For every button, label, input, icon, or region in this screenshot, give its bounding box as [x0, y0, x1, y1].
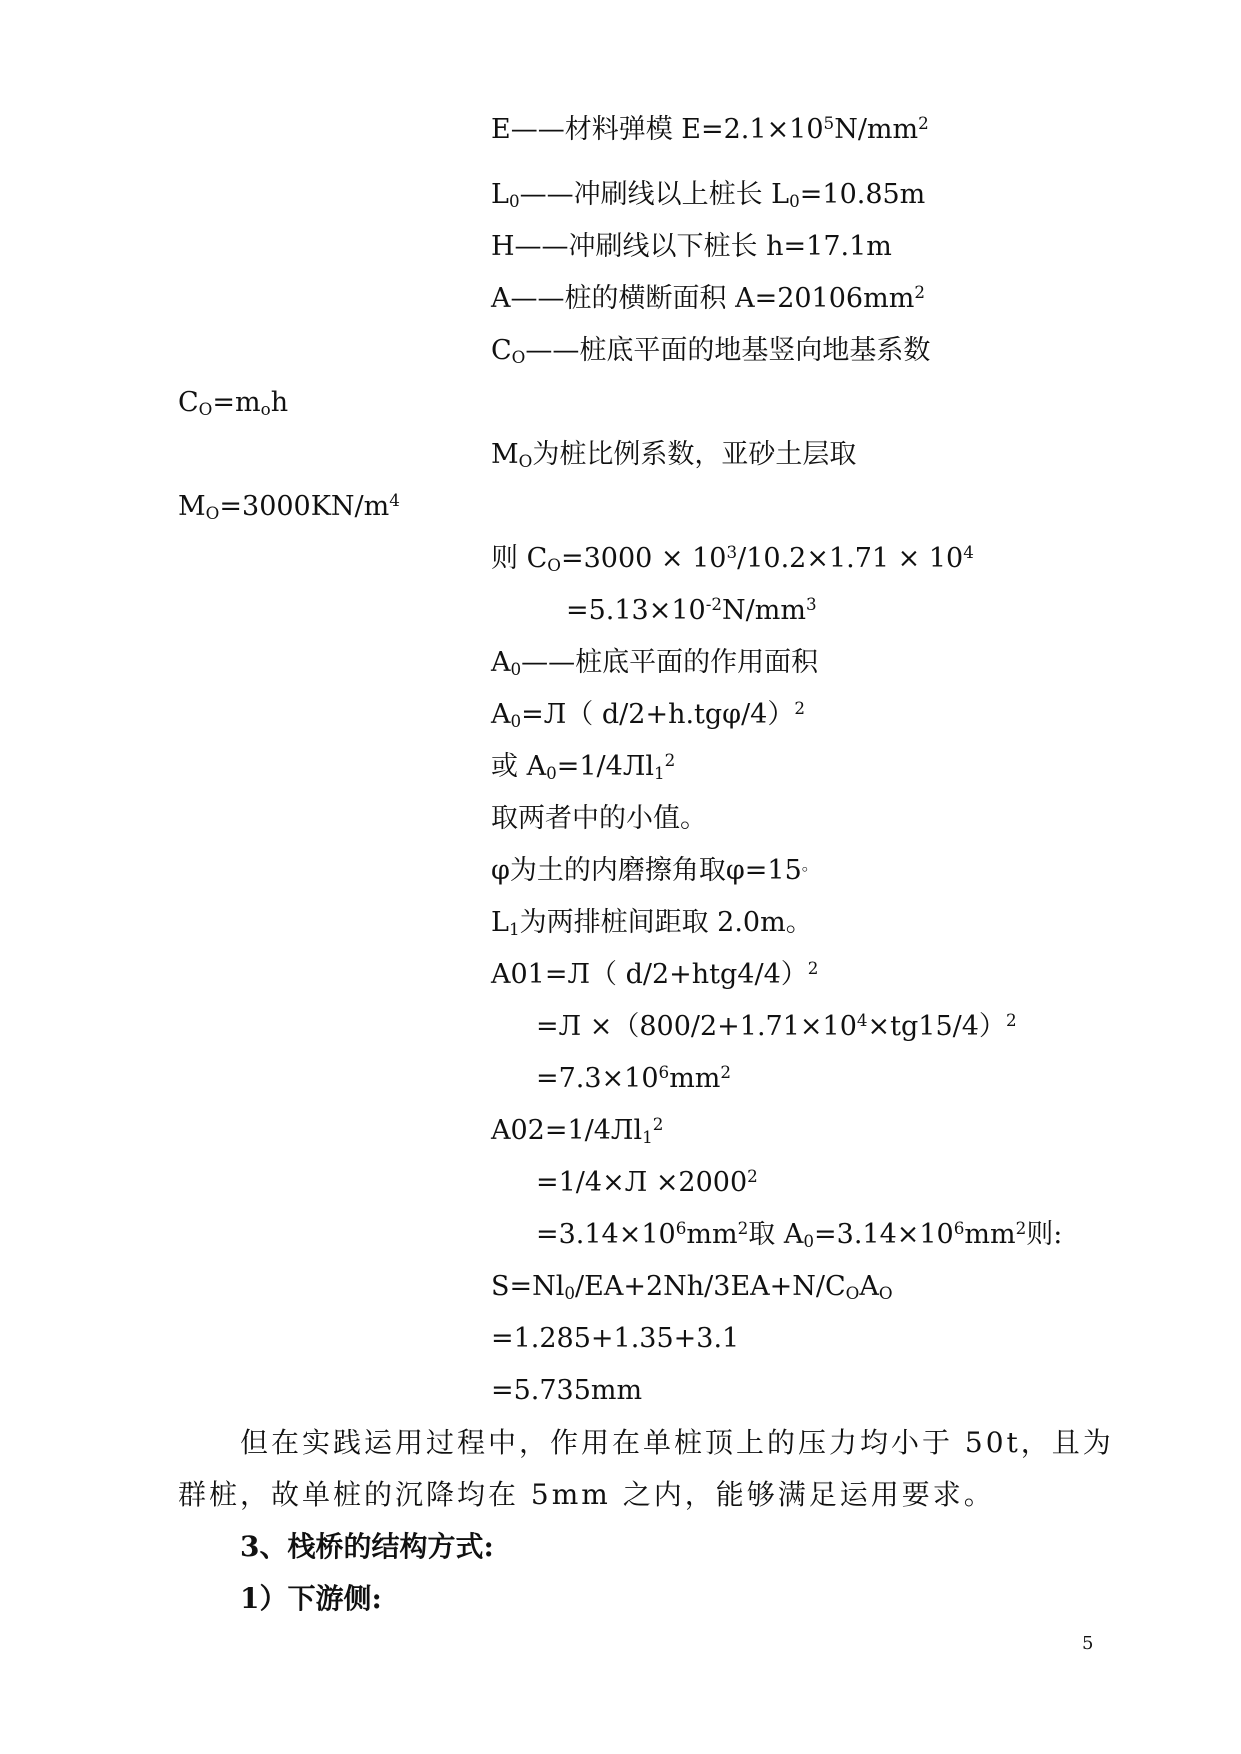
paragraph-line-2: 群桩，故单桩的沉降均在 5mm 之内，能够满足运用要求。 [178, 1478, 995, 1511]
formula-line-cross-section-area: A——桩的横断面积 $A=20106mm^2$ [491, 281, 925, 314]
formula-line-a02-formula: $A02=1/4Лl_1^2$ [491, 1113, 664, 1148]
formula-line-a01-result: $=7.3\times 10^6mm^2$ [536, 1061, 732, 1094]
paragraph-line-1: 但在实践运用过程中，作用在单桩顶上的压力均小于 50t，且为 [240, 1426, 1114, 1459]
page-number: 5 [1082, 1633, 1094, 1654]
formula-line-a0-formula-2: 或 $A_0=1/4Лl_1^2$ [491, 749, 676, 784]
formula-line-a0-formula-1: $A_0=Л$（ d/2+h.tgφ/4）$^2$ [491, 697, 806, 732]
formula-line-co-definition: $C_O=m_oh$ [178, 387, 289, 420]
formula-line-bearing-area-definition: $A_0——$桩底平面的作用面积 [491, 647, 819, 680]
formula-line-settlement-result: =5.735mm [491, 1375, 643, 1406]
formula-line-co-calculation: 则 $C_O=3000 \times 10^3/10.2\times 1.71 \times 10^4$ [491, 541, 974, 576]
formula-line-pile-length-above: $L_0——$冲刷线以上桩长 $L_0=10.85m$ [491, 179, 926, 212]
formula-line-friction-angle: φ为土的内磨擦角取φ=15。 [491, 853, 819, 886]
formula-line-a02-substitution: $=1/4\times Л \times 2000^2$ [536, 1165, 758, 1198]
formula-line-take-smaller: 取两者中的小值。 [491, 803, 707, 834]
section-heading: 3、栈桥的结构方式: [240, 1530, 494, 1563]
formula-line-settlement-sum: =1.285+1.35+3.1 [491, 1323, 740, 1354]
formula-line-foundation-coefficient: $C_O——$桩底平面的地基竖向地基系数 [491, 335, 931, 368]
formula-line-mo-value: $M_O=3000KN/m^4$ [178, 489, 400, 524]
subsection-heading: 1）下游侧: [240, 1582, 382, 1615]
formula-line-a02-result: $=3.14\times 10^6mm^2$取 $A_0=3.14\times 10^6mm^2$则: [536, 1217, 1063, 1252]
formula-line-co-result: $=5.13\times 10^{-2}N/mm^3$ [566, 593, 817, 626]
formula-line-a01-substitution: $=Л \times(800/2+1.71\times 10^4\times tg15/4)^2$ [536, 1009, 1017, 1042]
formula-line-pile-spacing: $L_1$为两排桩间距取 2.0m。 [491, 907, 813, 940]
formula-line-pile-length-below: H——冲刷线以下桩长 h=17.1m [491, 231, 892, 262]
formula-line-mo-description: $M_O$为桩比例系数，亚砂土层取 [491, 439, 857, 472]
formula-line-material-modulus: E——材料弹模 $E=2.1\times 10^5N/mm^2$ [491, 112, 929, 145]
formula-line-a01-formula: A01=Л（ d/2+htg4/4）$^2$ [491, 957, 819, 990]
formula-line-settlement-formula: $S=Nl_0/EA+2Nh/3EA+N/C_OA_O$ [491, 1271, 893, 1304]
